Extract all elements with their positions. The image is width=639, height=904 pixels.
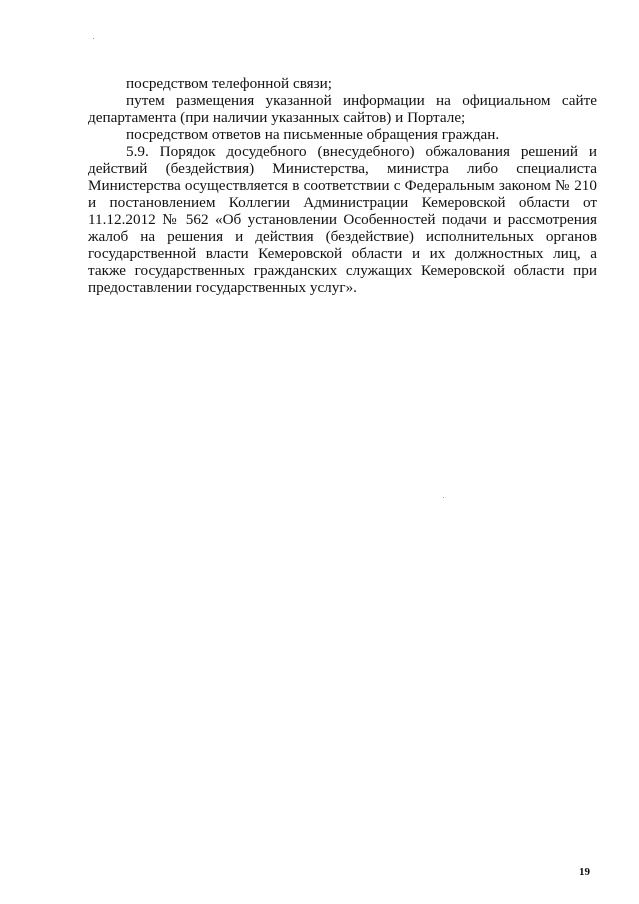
text-line: и постановлением Коллегии Администрации Кемеровской области от bbox=[88, 194, 597, 211]
scan-speck bbox=[443, 497, 444, 498]
text-line: посредством телефонной связи; bbox=[126, 75, 332, 92]
text-line: путем размещения указанной информации на официальном сайте bbox=[126, 92, 597, 109]
text-line: предоставлении государственных услуг». bbox=[88, 279, 357, 296]
text-line: 5.9. Порядок досудебного (внесудебного) обжалования решений и bbox=[126, 143, 597, 160]
text-line: также государственных гражданских служащих Кемеровской области при bbox=[88, 262, 597, 279]
text-line: 11.12.2012 № 562 «Об установлении Особенностей подачи и рассмотрения bbox=[88, 211, 597, 228]
text-line: департамента (при наличии указанных сайтов) и Портале; bbox=[88, 109, 466, 126]
page-number: 19 bbox=[579, 866, 590, 878]
text-line: Министерства осуществляется в соответствии с Федеральным законом № 210 bbox=[88, 177, 597, 194]
document-body bbox=[88, 75, 597, 296]
text-line: государственной власти Кемеровской области и их должностных лиц, а bbox=[88, 245, 597, 262]
text-line: действий (бездействия) Министерства, министра либо специалиста bbox=[88, 160, 597, 177]
text-line: жалоб на решения и действия (бездействие) исполнительных органов bbox=[88, 228, 597, 245]
scan-speck bbox=[93, 38, 94, 39]
text-line: посредством ответов на письменные обращения граждан. bbox=[126, 126, 500, 143]
